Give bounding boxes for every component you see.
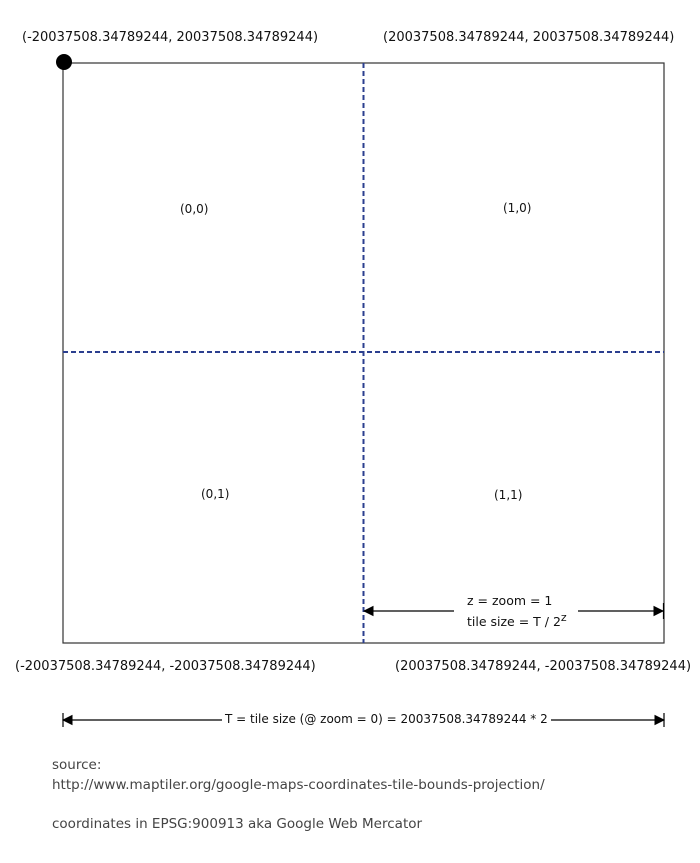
corner-label-top-right: (20037508.34789244, 20037508.34789244) bbox=[383, 30, 675, 45]
tile-label-1-1: (1,1) bbox=[494, 488, 523, 502]
origin-dot bbox=[56, 54, 72, 70]
projection-note: coordinates in EPSG:900913 aka Google Web Mercator bbox=[52, 816, 423, 832]
tile-label-1-0: (1,0) bbox=[503, 201, 532, 215]
corner-label-bottom-left: (-20037508.34789244, -20037508.34789244) bbox=[15, 659, 316, 674]
corner-label-top-left: (-20037508.34789244, 20037508.34789244) bbox=[22, 30, 319, 45]
source-label: source: bbox=[52, 757, 102, 773]
zoom-annotation bbox=[467, 592, 567, 630]
corner-label-bottom-right: (20037508.34789244, -20037508.34789244) bbox=[395, 659, 692, 674]
tile-label-0-0: (0,0) bbox=[180, 202, 209, 216]
tile-size-formula bbox=[467, 609, 567, 630]
tile-label-0-1: (0,1) bbox=[201, 487, 230, 501]
tile-size-formula-base: tile size = T / 2 bbox=[467, 614, 561, 630]
tile-size-formula-exponent: z bbox=[560, 611, 567, 624]
tile-size-note: T = tile size (@ zoom = 0) = 20037508.34789244 * 2 bbox=[222, 712, 551, 726]
source-url: http://www.maptiler.org/google-maps-coordinates-tile-bounds-projection/ bbox=[52, 777, 545, 793]
zoom-level-text: z = zoom = 1 bbox=[467, 593, 553, 608]
